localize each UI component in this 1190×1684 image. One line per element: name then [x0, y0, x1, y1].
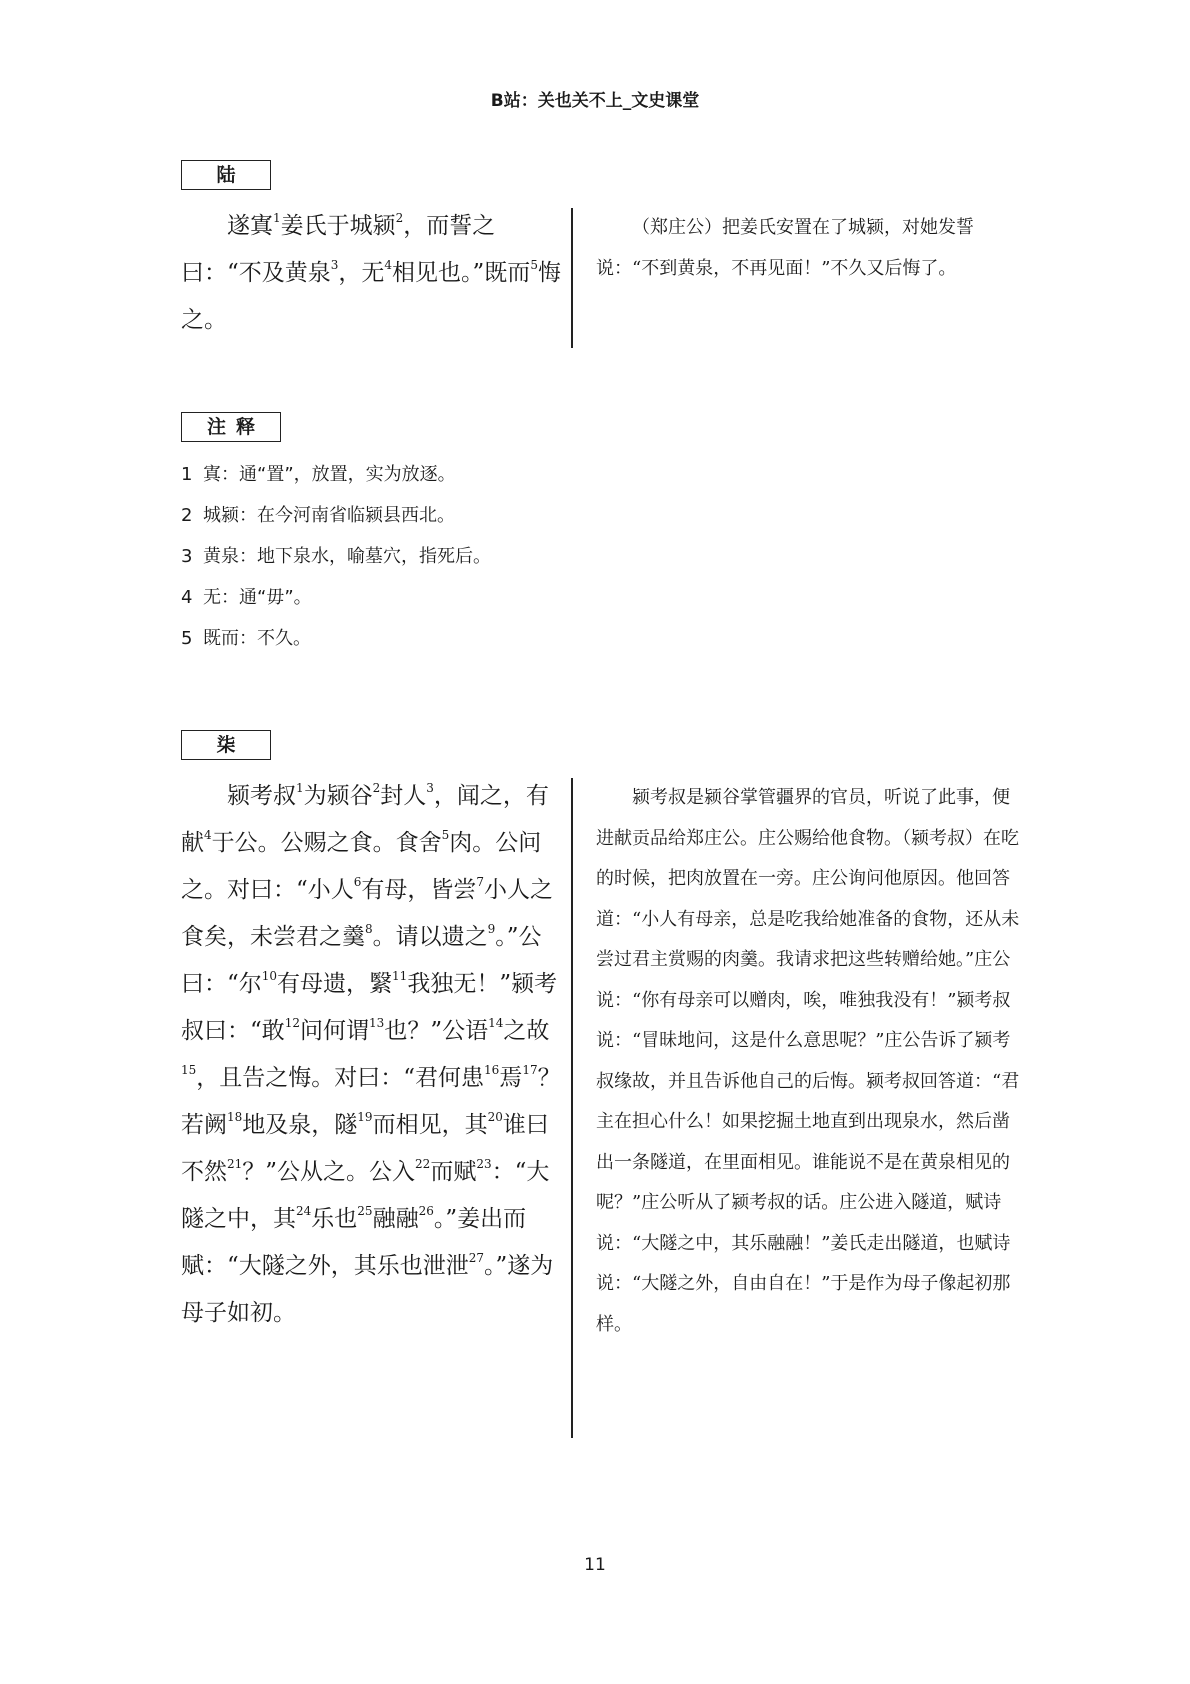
- original-text-segment: ？若阙: [181, 1065, 561, 1138]
- original-text-segment: 有母，皆尝: [361, 877, 477, 903]
- note-marker: 27: [468, 1251, 485, 1266]
- notes-list: [181, 454, 881, 659]
- note-marker: 19: [357, 1110, 373, 1125]
- section6-original-paragraph: [181, 203, 561, 344]
- original-text-segment: 小人之食矣，未尝君之羹: [181, 877, 554, 950]
- original-text-segment: 谁曰不然: [181, 1112, 549, 1185]
- section6-translation-paragraph: （郑庄公）把姜氏安置在了城颍，对她发誓说：“不到黄泉，不再见面！”不久又后悔了。: [596, 217, 974, 279]
- note-marker: 12: [284, 1016, 301, 1031]
- section6-original-text: [181, 203, 561, 344]
- note-marker: 21: [227, 1157, 243, 1172]
- original-text-segment: 相见也。”既而: [392, 260, 531, 286]
- original-text-segment: 而赋: [430, 1159, 477, 1185]
- note-item: [181, 618, 881, 659]
- original-text-segment: 融融: [372, 1206, 419, 1232]
- original-text-segment: 焉: [499, 1065, 523, 1091]
- note-text: 无：通“毋”。: [203, 587, 312, 608]
- original-text-segment: 遂寘: [227, 213, 273, 239]
- section7-original-text: [181, 773, 561, 1337]
- note-marker: 24: [296, 1204, 312, 1219]
- note-marker: 1: [296, 781, 304, 796]
- note-marker: 4: [384, 258, 393, 273]
- section-label-7: 柒: [181, 730, 271, 760]
- note-text: 黄泉：地下泉水，喻墓穴，指死后。: [203, 546, 491, 567]
- note-marker: 22: [415, 1157, 431, 1172]
- note-marker: 3: [330, 258, 339, 273]
- column-divider: [571, 778, 573, 1438]
- note-number: 2: [181, 505, 193, 526]
- note-marker: 2: [395, 211, 404, 226]
- original-text-segment: 为颍谷: [303, 783, 373, 809]
- original-text-segment: 。”公曰：“尔: [181, 924, 542, 997]
- note-item: [181, 577, 881, 618]
- note-marker: 20: [487, 1110, 503, 1125]
- note-text: 城颍：在今河南省临颍县西北。: [203, 505, 455, 526]
- section7-translation-paragraph: 颍考叔是颍谷掌管疆界的官员，听说了此事，便进献贡品给郑庄公。庄公赐给他食物。（颍考叔）在吃的时候，把肉放置在一旁。庄公询问他原因。他回答道：“小人有母亲，总是吃我给她准备的食物，还从未尝过君主赏赐的肉羹。我请求把这些转赠给她。”庄公说：“你有母亲可以赠肉，唉，唯独我没有！”颍考叔说：“冒昧地问，这是什么意思呢？”庄公告诉了颍考叔缘故，并且告诉他自己的后悔。颍考叔回答道：“君主在担心什么！如果挖掘土地直到出现泉水，然后凿出一条隧道，在里面相见。谁能说不是在黄泉相见的呢？”庄公听从了颍考叔的话。庄公进入隧道，赋诗说：“大隧之中，其乐融融！”姜氏走出隧道，也赋诗说：“大隧之外，自由自在！”于是作为母子像起初那样。: [596, 787, 1020, 1335]
- original-text-segment: 。”遂为母子如初。: [181, 1253, 554, 1326]
- note-marker: 3: [426, 781, 434, 796]
- column-divider: [571, 208, 573, 348]
- note-marker: 1: [273, 211, 281, 226]
- note-text: 既而：不久。: [203, 628, 311, 649]
- note-marker: 8: [365, 922, 373, 937]
- original-text-segment: 地及泉，隧: [242, 1112, 358, 1138]
- note-text: 寘：通“置”，放置，实为放逐。: [203, 464, 456, 485]
- note-marker: 15: [181, 1063, 197, 1078]
- page-header: B站：关也关不上_文史课堂: [490, 91, 700, 111]
- note-marker: 13: [369, 1016, 385, 1031]
- note-marker: 14: [488, 1016, 504, 1031]
- note-marker: 7: [476, 875, 485, 890]
- note-marker: 11: [392, 969, 408, 984]
- note-marker: 17: [522, 1063, 538, 1078]
- note-number: 3: [181, 546, 193, 567]
- original-text-segment: 乐也: [311, 1206, 358, 1232]
- note-marker: 4: [204, 828, 212, 843]
- note-marker: 16: [484, 1063, 500, 1078]
- original-text-segment: 。请以遗之: [372, 924, 488, 950]
- note-item: [181, 495, 881, 536]
- note-marker: 6: [353, 875, 362, 890]
- original-text-segment: 而相见，其: [372, 1112, 488, 1138]
- page-number: 11: [584, 1555, 606, 1575]
- original-text-segment: ，而誓之曰：“不及黄泉: [181, 213, 496, 286]
- original-text-segment: 有母遗，繄: [277, 971, 393, 997]
- original-text-segment: 封人: [380, 783, 427, 809]
- original-text-segment: ？”公从之。公入: [242, 1159, 416, 1185]
- note-marker: 5: [530, 258, 538, 273]
- section7-translation: [596, 778, 1021, 1345]
- note-number: 1: [181, 464, 193, 485]
- original-text-segment: 颍考叔: [227, 783, 296, 809]
- original-text-segment: 悔之。: [181, 260, 561, 333]
- note-marker: 18: [227, 1110, 243, 1125]
- note-marker: 5: [441, 828, 450, 843]
- section-label-notes: 注释: [181, 412, 281, 442]
- original-text-segment: 也？”公语: [384, 1018, 489, 1044]
- original-text-segment: 。”姜出而赋：“大隧之外，其乐也泄泄: [181, 1206, 527, 1279]
- original-text-segment: 问何谓: [300, 1018, 370, 1044]
- note-number: 5: [181, 628, 193, 649]
- note-marker: 9: [487, 922, 496, 937]
- section6-translation: [596, 208, 1021, 289]
- original-text-segment: 之故: [503, 1018, 550, 1044]
- note-number: 4: [181, 587, 193, 608]
- note-marker: 25: [357, 1204, 373, 1219]
- note-item: [181, 536, 881, 577]
- note-marker: 23: [476, 1157, 492, 1172]
- note-item: [181, 454, 881, 495]
- original-text-segment: 肉。公问之。对曰：“小人: [181, 830, 542, 903]
- original-text-segment: ，闻之，有献: [181, 783, 549, 856]
- original-text-segment: ：“大隧之中，其: [181, 1159, 550, 1232]
- original-text-segment: 于公。公赐之食。食舍: [211, 830, 442, 856]
- section-label-6: 陆: [181, 160, 271, 190]
- original-text-segment: ，无: [338, 260, 385, 286]
- original-text-segment: 姜氏于城颍: [280, 213, 396, 239]
- note-marker: 10: [261, 969, 278, 984]
- original-text-segment: ，且告之悔。对曰：“君何患: [196, 1065, 485, 1091]
- note-marker: 2: [372, 781, 381, 796]
- original-text-segment: 我独无！”颍考叔曰：“敢: [181, 971, 558, 1044]
- note-marker: 26: [418, 1204, 434, 1219]
- section7-original-paragraph: [181, 773, 561, 1337]
